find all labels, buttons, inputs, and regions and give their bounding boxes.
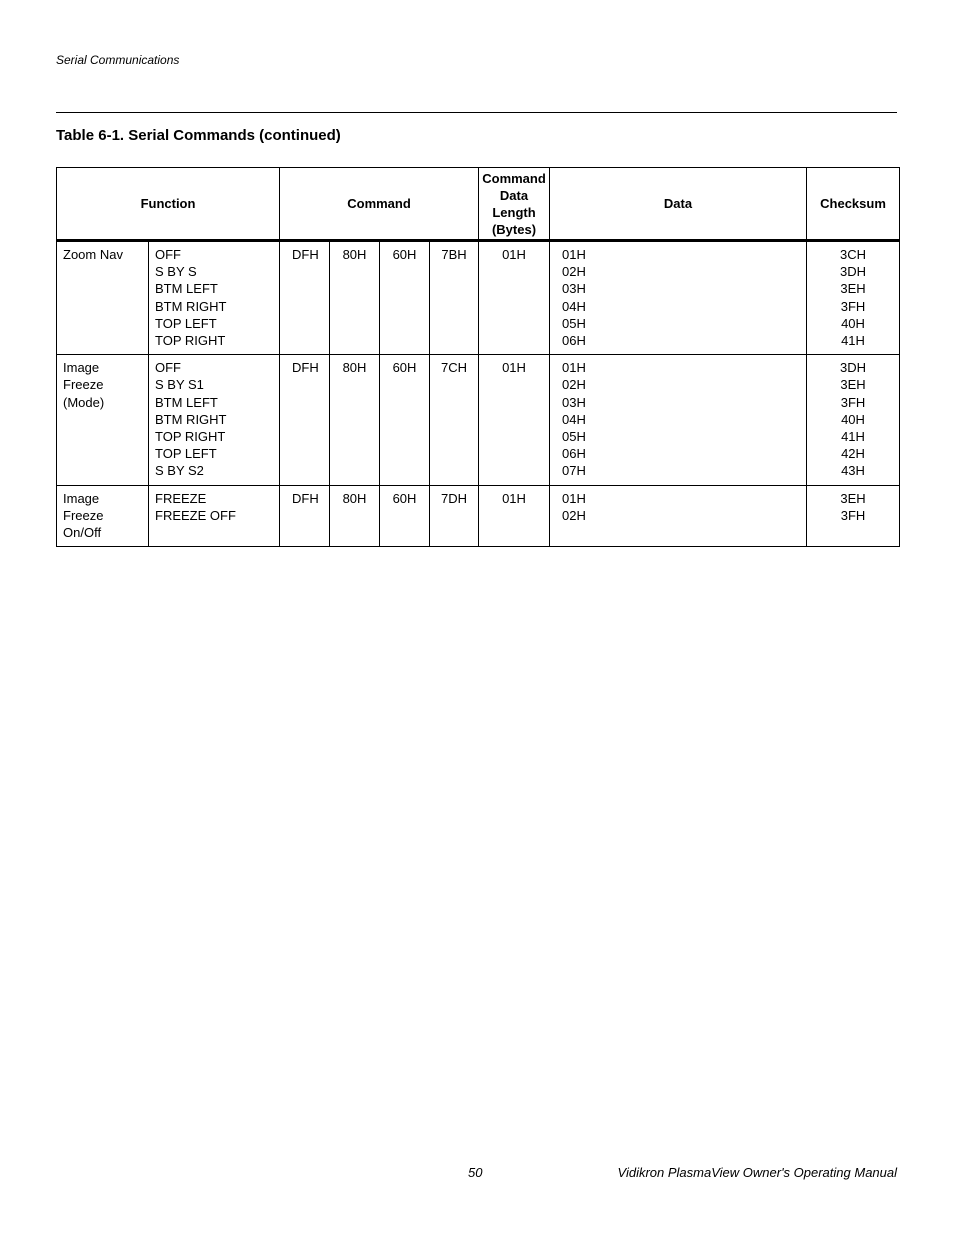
table-header-row [57, 168, 900, 241]
command-byte-cell: 7DH [430, 485, 479, 547]
data-cell-line: 02H [562, 377, 586, 393]
page-number: 50 [468, 1165, 483, 1180]
data-cell-line: 04H [562, 298, 586, 314]
checksum-cell-line: 40H [841, 315, 865, 331]
header-length-line: Data [499, 187, 529, 203]
checksum-cell-line: 41H [841, 333, 865, 349]
command-byte-cell: 60H [380, 241, 430, 355]
function-cell [57, 241, 149, 355]
function-cell-line: Zoom Nav [63, 247, 123, 262]
data-cell-line: 06H [562, 446, 586, 462]
function-cell-line: (Mode) [63, 394, 105, 410]
data-cell [550, 355, 807, 485]
header-function: Function [57, 168, 280, 241]
command-byte-cell: 7BH [430, 241, 479, 355]
checksum-cell-line: 3EH [840, 281, 866, 297]
command-byte-cell: DFH [280, 355, 330, 485]
data-cell-line: 04H [562, 411, 586, 427]
header-length-line: Length [492, 204, 536, 220]
command-byte-cell: 80H [330, 241, 380, 355]
function-cell-line: Image [63, 360, 100, 376]
checksum-cell-line: 3EH [840, 490, 866, 506]
command-byte-cell: 80H [330, 355, 380, 485]
data-cell-line: 05H [562, 315, 586, 331]
data-cell-line: 01H [562, 360, 586, 376]
option-cell [149, 355, 280, 485]
data-cell [550, 485, 807, 547]
checksum-cell-line: 3FH [840, 298, 866, 314]
command-byte-cell: 60H [380, 355, 430, 485]
option-cell-line: FREEZE OFF [155, 507, 236, 523]
function-cell-line: On/Off [63, 525, 102, 541]
option-cell-line: S BY S1 [155, 377, 204, 393]
option-cell-line: TOP LEFT [155, 315, 217, 331]
data-cell-line: 01H [562, 247, 586, 262]
header-data: Data [550, 168, 807, 241]
option-cell [149, 485, 280, 547]
header-checksum: Checksum [807, 168, 900, 241]
command-byte-cell: DFH [280, 241, 330, 355]
function-cell-line: Image [63, 490, 100, 506]
table-row [57, 241, 900, 355]
option-cell-line: FREEZE [155, 490, 207, 506]
command-byte-cell: 80H [330, 485, 380, 547]
option-cell-line: BTM RIGHT [155, 411, 227, 427]
length-cell: 01H [479, 355, 550, 485]
data-cell-line: 07H [562, 463, 586, 479]
checksum-cell-line: 3FH [840, 507, 866, 523]
table-row [57, 355, 900, 485]
footer-title: Vidikron PlasmaView Owner's Operating Manual [617, 1165, 897, 1180]
option-cell-line: S BY S [155, 264, 197, 280]
length-cell: 01H [479, 485, 550, 547]
checksum-cell-line: 42H [841, 446, 865, 462]
checksum-cell-line: 3CH [840, 247, 867, 262]
checksum-cell [807, 485, 900, 547]
function-cell-line: Freeze [63, 377, 104, 393]
data-cell [550, 241, 807, 355]
option-cell-line: TOP RIGHT [155, 429, 226, 445]
option-cell-line: OFF [155, 360, 181, 376]
function-cell [57, 485, 149, 547]
function-cell [57, 355, 149, 485]
running-header: Serial Communications [56, 53, 180, 67]
checksum-cell-line: 3FH [840, 394, 866, 410]
length-cell: 01H [479, 241, 550, 355]
data-cell-line: 05H [562, 429, 586, 445]
checksum-cell [807, 241, 900, 355]
header-length-line: (Bytes) [491, 221, 537, 237]
header-length [479, 168, 550, 241]
checksum-cell-line: 41H [841, 429, 865, 445]
command-byte-cell: DFH [280, 485, 330, 547]
option-cell-line: BTM LEFT [155, 394, 218, 410]
checksum-cell-line: 43H [841, 463, 865, 479]
data-cell-line: 02H [562, 507, 586, 523]
table-title: Table 6-1. Serial Commands (continued) [56, 127, 341, 144]
function-cell-line: Freeze [63, 507, 104, 523]
data-cell-line: 01H [562, 490, 586, 506]
checksum-cell-line: 3DH [840, 360, 867, 376]
option-cell-line: BTM LEFT [155, 281, 218, 297]
data-cell-line: 03H [562, 394, 586, 410]
option-cell-line: TOP RIGHT [155, 333, 226, 349]
data-cell-line: 06H [562, 333, 586, 349]
table-row [57, 485, 900, 547]
checksum-cell-line: 3EH [840, 377, 866, 393]
serial-commands-table [56, 167, 900, 547]
option-cell-line: S BY S2 [155, 463, 204, 479]
option-cell-line: OFF [155, 247, 181, 262]
data-cell-line: 02H [562, 264, 586, 280]
header-length-line: Command [482, 170, 546, 186]
checksum-cell-line: 40H [841, 411, 865, 427]
header-command: Command [280, 168, 479, 241]
header-rule [56, 112, 897, 113]
option-cell-line: TOP LEFT [155, 446, 217, 462]
checksum-cell-line: 3DH [840, 264, 867, 280]
option-cell-line: BTM RIGHT [155, 298, 227, 314]
option-cell [149, 241, 280, 355]
data-cell-line: 03H [562, 281, 586, 297]
checksum-cell [807, 355, 900, 485]
command-byte-cell: 7CH [430, 355, 479, 485]
command-byte-cell: 60H [380, 485, 430, 547]
